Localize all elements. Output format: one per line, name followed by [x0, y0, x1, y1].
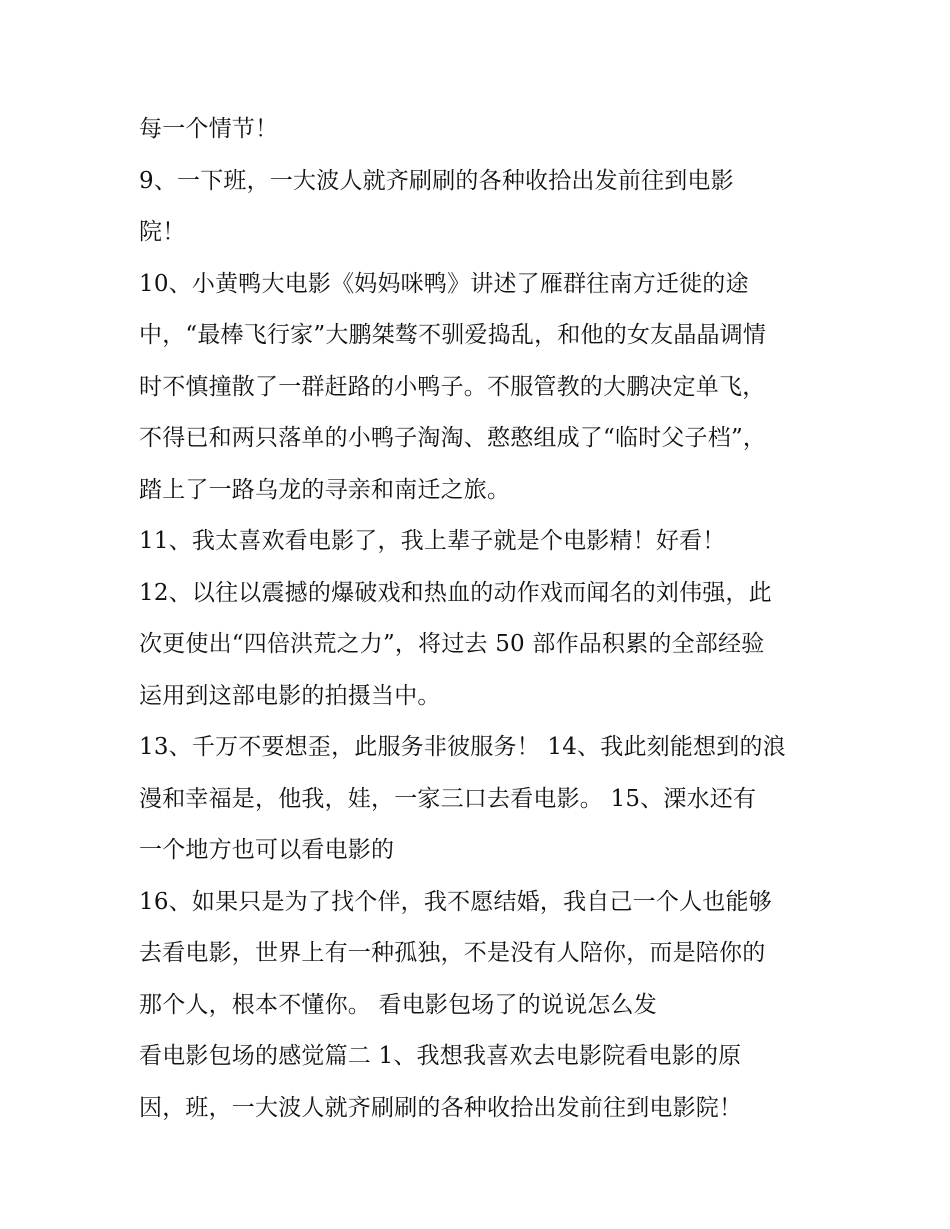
text-line: 看电影包场的感觉篇二 1、我想我喜欢去电影院看电影的原 [139, 1043, 742, 1069]
text-line: 9、一下班，一大波人就齐刷刷的各种收拾出发前往到电影 [139, 167, 734, 194]
text-line: 不得已和两只落单的小鸭子淘淘、憨憨组成了“临时父子档”， [139, 425, 767, 451]
text-line: 10、小黄鸭大电影《妈妈咪鸭》讲述了雁群往南方迁徙的途 [139, 270, 749, 297]
document-body [139, 104, 819, 1134]
text-line: 院！ [139, 219, 186, 245]
text-line: 那个人，根本不懂你。 看电影包场了的说说怎么发 [139, 991, 657, 1018]
text-line: 次更使出“四倍洪荒之力”，将过去 50 部作品积累的全部经验 [139, 631, 765, 657]
text-line: 中，“最棒飞行家”大鹏桀骜不驯爱捣乱，和他的女友晶晶调情 [139, 322, 767, 348]
text-line: 因，班，一大波人就齐刷刷的各种收拾出发前往到电影院！ [139, 1094, 743, 1121]
text-line: 12、以往以震撼的爆破戏和热血的动作戏而闻名的刘伟强，此 [139, 579, 772, 606]
text-line: 11、我太喜欢看电影了，我上辈子就是个电影精！好看！ [139, 528, 726, 554]
text-line: 13、千万不要想歪，此服务非彼服务！ 14、我此刻能想到的浪 [139, 734, 786, 760]
text-line: 踏上了一路乌龙的寻亲和南迁之旅。 [139, 476, 511, 503]
text-line: 运用到这部电影的拍摄当中。 [139, 682, 441, 709]
text-line: 每一个情节！ [139, 116, 279, 142]
text-line: 漫和幸福是，他我，娃，一家三口去看电影。 15、溧水还有 [139, 785, 757, 812]
text-line: 一个地方也可以看电影的 [139, 837, 395, 863]
text-line: 去看电影，世界上有一种孤独，不是没有人陪你，而是陪你的 [139, 940, 766, 966]
text-line: 16、如果只是为了找个伴，我不愿结婚，我自己一个人也能够 [139, 888, 772, 915]
text-line: 时不慎撞散了一群赶路的小鸭子。不服管教的大鹏决定单飞， [139, 373, 766, 400]
